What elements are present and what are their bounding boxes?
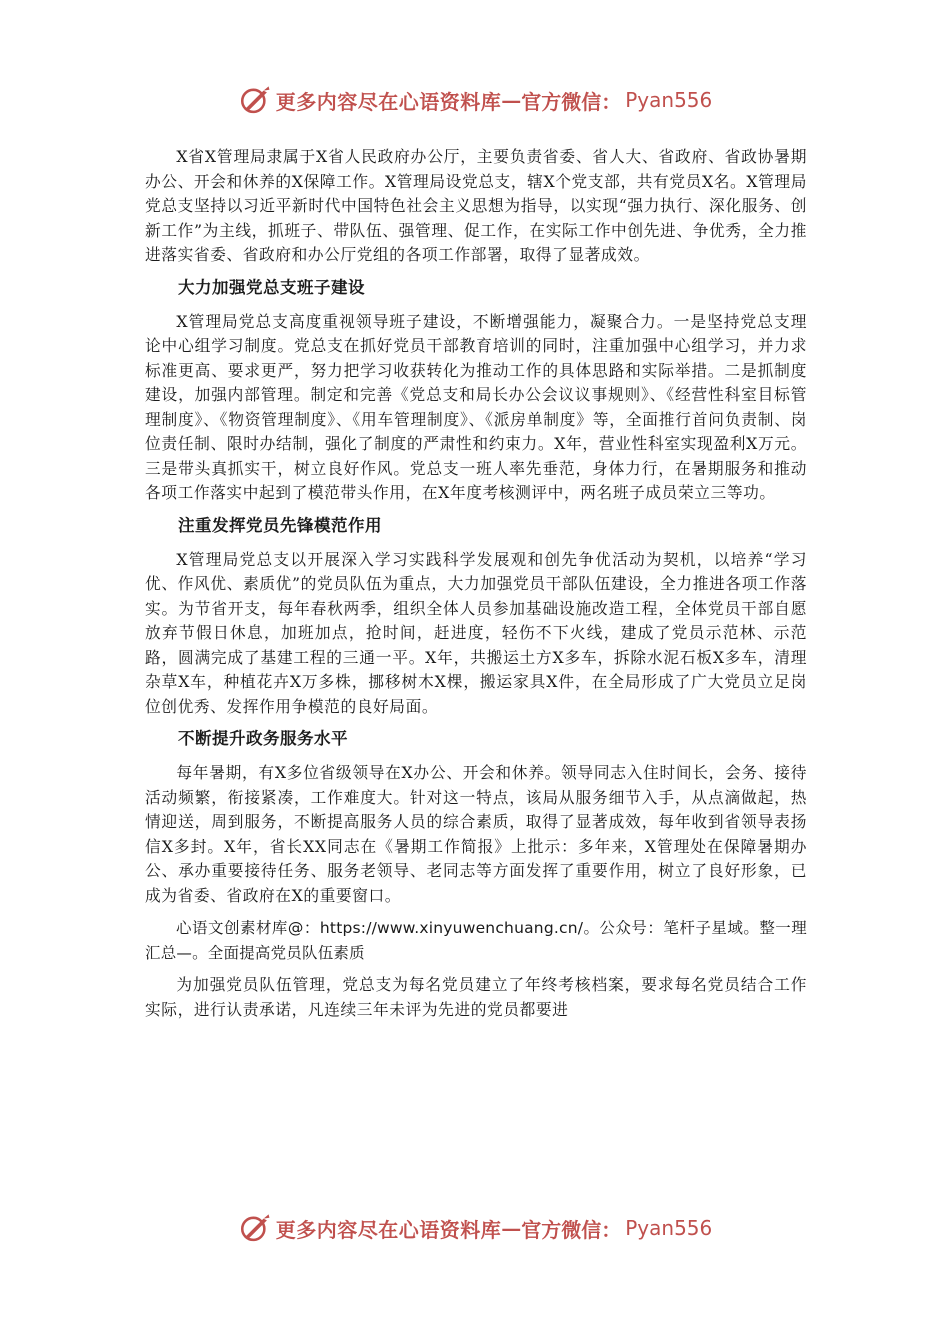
banner-suffix: 官方微信：	[521, 1217, 622, 1242]
pen-logo-icon	[238, 1211, 272, 1245]
banner-text: 更多内容尽在心语资料库	[275, 1217, 502, 1242]
banner-separator: —	[501, 88, 522, 112]
paragraph-quality: 为加强党员队伍管理，党总支为每名党员建立了年终考核档案，要求每名党员结合工作实际，进行认责承诺，凡连续三年未评为先进的党员都要进	[145, 975, 807, 1019]
footer-banner	[0, 1206, 950, 1250]
pen-logo-icon	[238, 83, 272, 117]
paragraph-intro: X省X管理局隶属于X省人民政府办公厅，主要负责省委、省人大、省政府、省政协暑期办公、开会和休养的X保障工作。X管理局设党总支，辖X个党支部，共有党员X名。X管理局党总支坚持以习近平新时代中国特色社会主义思想为指导，以实现“强力执行、深化服务、创新工作”为主线，抓班子、带队伍、强管理、促工作，在实际工作中创先进、争优秀，全力推进落实省委、省政府和办公厅党组的各项工作部署，取得了显著成效。	[145, 147, 807, 264]
paragraph-service: 每年暑期，有X多位省级领导在X办公、开会和休养。领导同志入住时间长，会务、接待活动频繁，衔接紧凑，工作难度大。针对这一特点，该局从服务细节入手，从点滴做起，热情迎送，周到服务，不断提高服务人员的综合素质，取得了显著成效，每年收到省领导表扬信X多封。X年，省长XX同志在《暑期工作简报》上批示：多年来，X管理处在保障暑期办公、承办重要接待任务、服务老领导、老同志等方面发挥了重要作用，树立了良好形象，已成为省委、省政府在X的重要窗口。	[145, 763, 807, 905]
banner-wechat-id: Pyan556	[625, 1216, 713, 1240]
banner-text: 更多内容尽在心语资料库	[275, 89, 502, 114]
header-banner	[0, 78, 950, 122]
paragraph-leadership: X管理局党总支高度重视领导班子建设，不断增强能力，凝聚合力。一是坚持党总支理论中心组学习制度。党总支在抓好党员干部教育培训的同时，注重加强中心组学习，并力求标准更高、要求更严，努力把学习收获转化为推动工作的具体思路和实际举措。二是抓制度建设，加强内部管理。制定和完善《党总支和局长办公会议议事规则》、《经营性科室目标管理制度》、《物资管理制度》、《用车管理制度》、《派房单制度》等，全面推行首问负责制、岗位责任制、限时办结制，强化了制度的严肃性和约束力。X年，营业性科室实现盈利X万元。三是带头真抓实干，树立良好作风。党总支一班人率先垂范，身体力行，在暑期服务和推动各项工作落实中起到了模范带头作用，在X年度考核测评中，两名班子成员荣立三等功。	[145, 311, 807, 502]
heading-vanguard: 注重发挥党员先锋模范作用	[178, 515, 382, 535]
banner-suffix: 官方微信：	[521, 89, 622, 114]
heading-leadership: 大力加强党总支班子建设	[178, 277, 365, 297]
banner-separator: —	[501, 1216, 522, 1240]
document-body	[145, 145, 807, 1030]
paragraph-source-note: 心语文创素材库@：https://www.xinyuwenchuang.cn/。公众号：笔杆子星域。整一理汇总—。全面提高党员队伍素质	[145, 919, 807, 962]
heading-service: 不断提升政务服务水平	[178, 729, 348, 748]
banner-wechat-id: Pyan556	[625, 88, 713, 112]
paragraph-vanguard: X管理局党总支以开展深入学习实践科学发展观和创先争优活动为契机，以培养“学习优、作风优、素质优”的党员队伍为重点，大力加强党员干部队伍建设，全力推进各项工作落实。为节省开支，每年春秋两季，组织全体人员参加基础设施改造工程，全体党员干部自愿放弃节假日休息，加班加点，抢时间，赶进度，轻伤不下火线，建成了党员示范林、示范路，圆满完成了基建工程的三通一平。X年，共搬运土方X多车，拆除水泥石板X多车，清理杂草X车，种植花卉X万多株，挪移树木X棵，搬运家具X件，在全局形成了广大党员立足岗位创优秀、发挥作用争模范的良好局面。	[145, 549, 807, 716]
